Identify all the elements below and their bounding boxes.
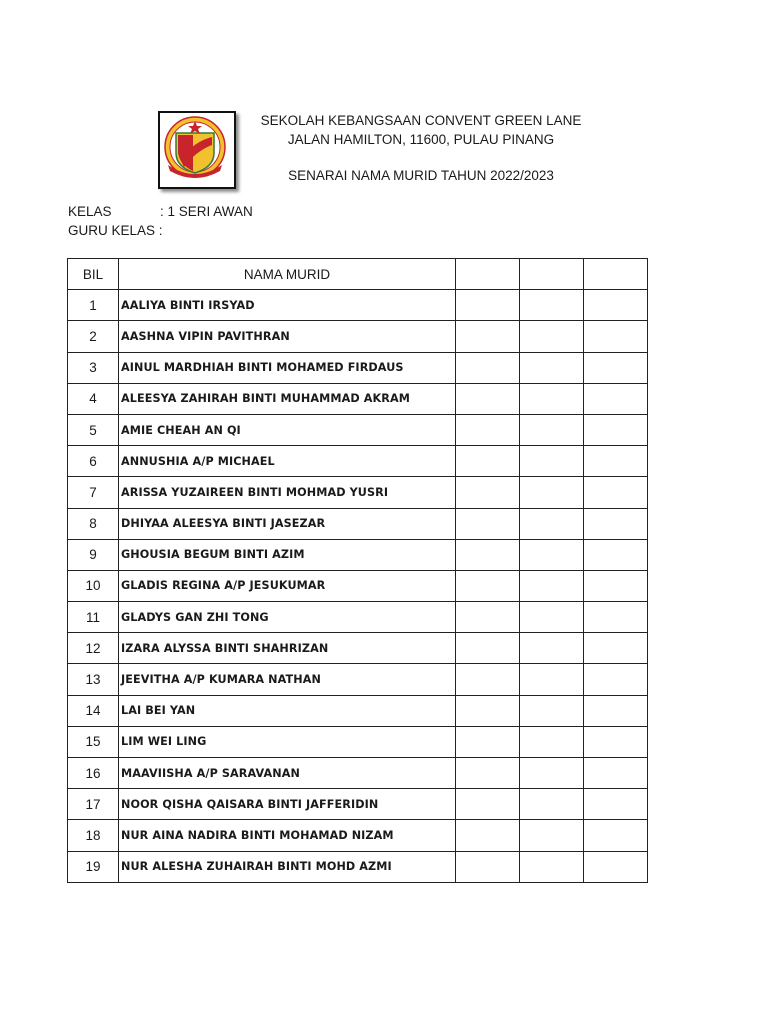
table-row [68,758,648,789]
school-address: JALAN HAMILTON, 11600, PULAU PINANG [287,132,555,147]
blank-cell [456,352,520,383]
blank-cell [520,851,584,882]
blank-cell [584,352,648,383]
blank-cell [456,290,520,321]
student-name: AASHNA VIPIN PAVITHRAN [119,321,456,352]
blank-cell [584,820,648,851]
row-number: 8 [68,508,119,539]
header-nama: NAMA MURID [119,259,456,290]
blank-cell [456,726,520,757]
row-number: 16 [68,758,119,789]
school-name: SEKOLAH KEBANGSAAN CONVENT GREEN LANE [260,113,582,128]
row-number: 19 [68,851,119,882]
blank-cell [456,383,520,414]
blank-cell [584,664,648,695]
row-number: 3 [68,352,119,383]
blank-cell [456,446,520,477]
table-row [68,851,648,882]
table-row [68,446,648,477]
blank-cell [584,851,648,882]
blank-cell [584,383,648,414]
blank-cell [520,726,584,757]
guru-row [68,221,253,240]
blank-cell [584,321,648,352]
blank-cell [456,602,520,633]
guru-label: GURU KELAS : [68,223,163,238]
blank-cell [456,789,520,820]
row-number: 10 [68,570,119,601]
blank-cell [584,789,648,820]
blank-cell [520,321,584,352]
student-name: AALIYA BINTI IRSYAD [119,290,456,321]
blank-cell [520,414,584,445]
blank-cell [456,851,520,882]
blank-cell [520,477,584,508]
header-extra-3 [584,259,648,290]
list-title: SENARAI NAMA MURID TAHUN 2022/2023 [288,168,554,183]
table-row [68,508,648,539]
student-name: IZARA ALYSSA BINTI SHAHRIZAN [119,633,456,664]
blank-cell [520,789,584,820]
row-number: 9 [68,539,119,570]
blank-cell [584,695,648,726]
blank-cell [584,633,648,664]
row-number: 4 [68,383,119,414]
document-header [250,111,592,185]
student-name: LIM WEI LING [119,726,456,757]
blank-cell [456,414,520,445]
blank-cell [520,820,584,851]
table-row [68,726,648,757]
table-row [68,570,648,601]
row-number: 18 [68,820,119,851]
blank-cell [584,446,648,477]
blank-cell [456,477,520,508]
row-number: 5 [68,414,119,445]
table-row [68,477,648,508]
blank-cell [456,321,520,352]
table-row [68,383,648,414]
student-name: NUR ALESHA ZUHAIRAH BINTI MOHD AZMI [119,851,456,882]
kelas-row [68,202,253,221]
blank-cell [456,539,520,570]
blank-cell [584,570,648,601]
student-table [67,258,648,883]
row-number: 13 [68,664,119,695]
blank-cell [520,695,584,726]
blank-cell [584,602,648,633]
student-name: ARISSA YUZAIREEN BINTI MOHMAD YUSRI [119,477,456,508]
student-name: NUR AINA NADIRA BINTI MOHAMAD NIZAM [119,820,456,851]
student-name: JEEVITHA A/P KUMARA NATHAN [119,664,456,695]
school-crest-icon [160,113,230,183]
student-name: MAAVIISHA A/P SARAVANAN [119,758,456,789]
header-bil: BIL [68,259,119,290]
class-info [68,202,253,240]
student-name: ALEESYA ZAHIRAH BINTI MUHAMMAD AKRAM [119,383,456,414]
blank-cell [520,383,584,414]
blank-cell [520,508,584,539]
row-number: 11 [68,602,119,633]
row-number: 1 [68,290,119,321]
table-row [68,695,648,726]
table-row [68,414,648,445]
student-name: GLADIS REGINA A/P JESUKUMAR [119,570,456,601]
row-number: 15 [68,726,119,757]
blank-cell [520,758,584,789]
blank-cell [584,539,648,570]
table-row [68,290,648,321]
kelas-value: : 1 SERI AWAN [160,204,253,219]
blank-cell [456,820,520,851]
table-row [68,352,648,383]
blank-cell [456,570,520,601]
blank-cell [520,570,584,601]
blank-cell [456,633,520,664]
blank-cell [456,695,520,726]
row-number: 12 [68,633,119,664]
student-name: ANNUSHIA A/P MICHAEL [119,446,456,477]
blank-cell [520,539,584,570]
student-name: LAI BEI YAN [119,695,456,726]
blank-cell [584,758,648,789]
table-row [68,820,648,851]
school-logo [158,111,236,189]
blank-cell [520,602,584,633]
student-name: NOOR QISHA QAISARA BINTI JAFFERIDIN [119,789,456,820]
blank-cell [584,290,648,321]
header-extra-1 [456,259,520,290]
blank-cell [520,352,584,383]
header-extra-2 [520,259,584,290]
table-row [68,321,648,352]
blank-cell [520,633,584,664]
blank-cell [456,664,520,695]
blank-cell [520,290,584,321]
blank-cell [456,508,520,539]
table-row [68,789,648,820]
blank-cell [584,414,648,445]
table-row [68,602,648,633]
student-name: AINUL MARDHIAH BINTI MOHAMED FIRDAUS [119,352,456,383]
student-name: AMIE CHEAH AN QI [119,414,456,445]
table-header-row [68,259,648,290]
blank-cell [584,508,648,539]
blank-cell [456,758,520,789]
table-row [68,539,648,570]
blank-cell [520,446,584,477]
row-number: 17 [68,789,119,820]
blank-cell [584,726,648,757]
student-name: GHOUSIA BEGUM BINTI AZIM [119,539,456,570]
row-number: 7 [68,477,119,508]
kelas-label: KELAS [68,204,112,219]
blank-cell [520,664,584,695]
table-row [68,664,648,695]
student-name: DHIYAA ALEESYA BINTI JASEZAR [119,508,456,539]
student-name: GLADYS GAN ZHI TONG [119,602,456,633]
row-number: 2 [68,321,119,352]
table-row [68,633,648,664]
blank-cell [584,477,648,508]
table-body [68,290,648,883]
row-number: 6 [68,446,119,477]
row-number: 14 [68,695,119,726]
